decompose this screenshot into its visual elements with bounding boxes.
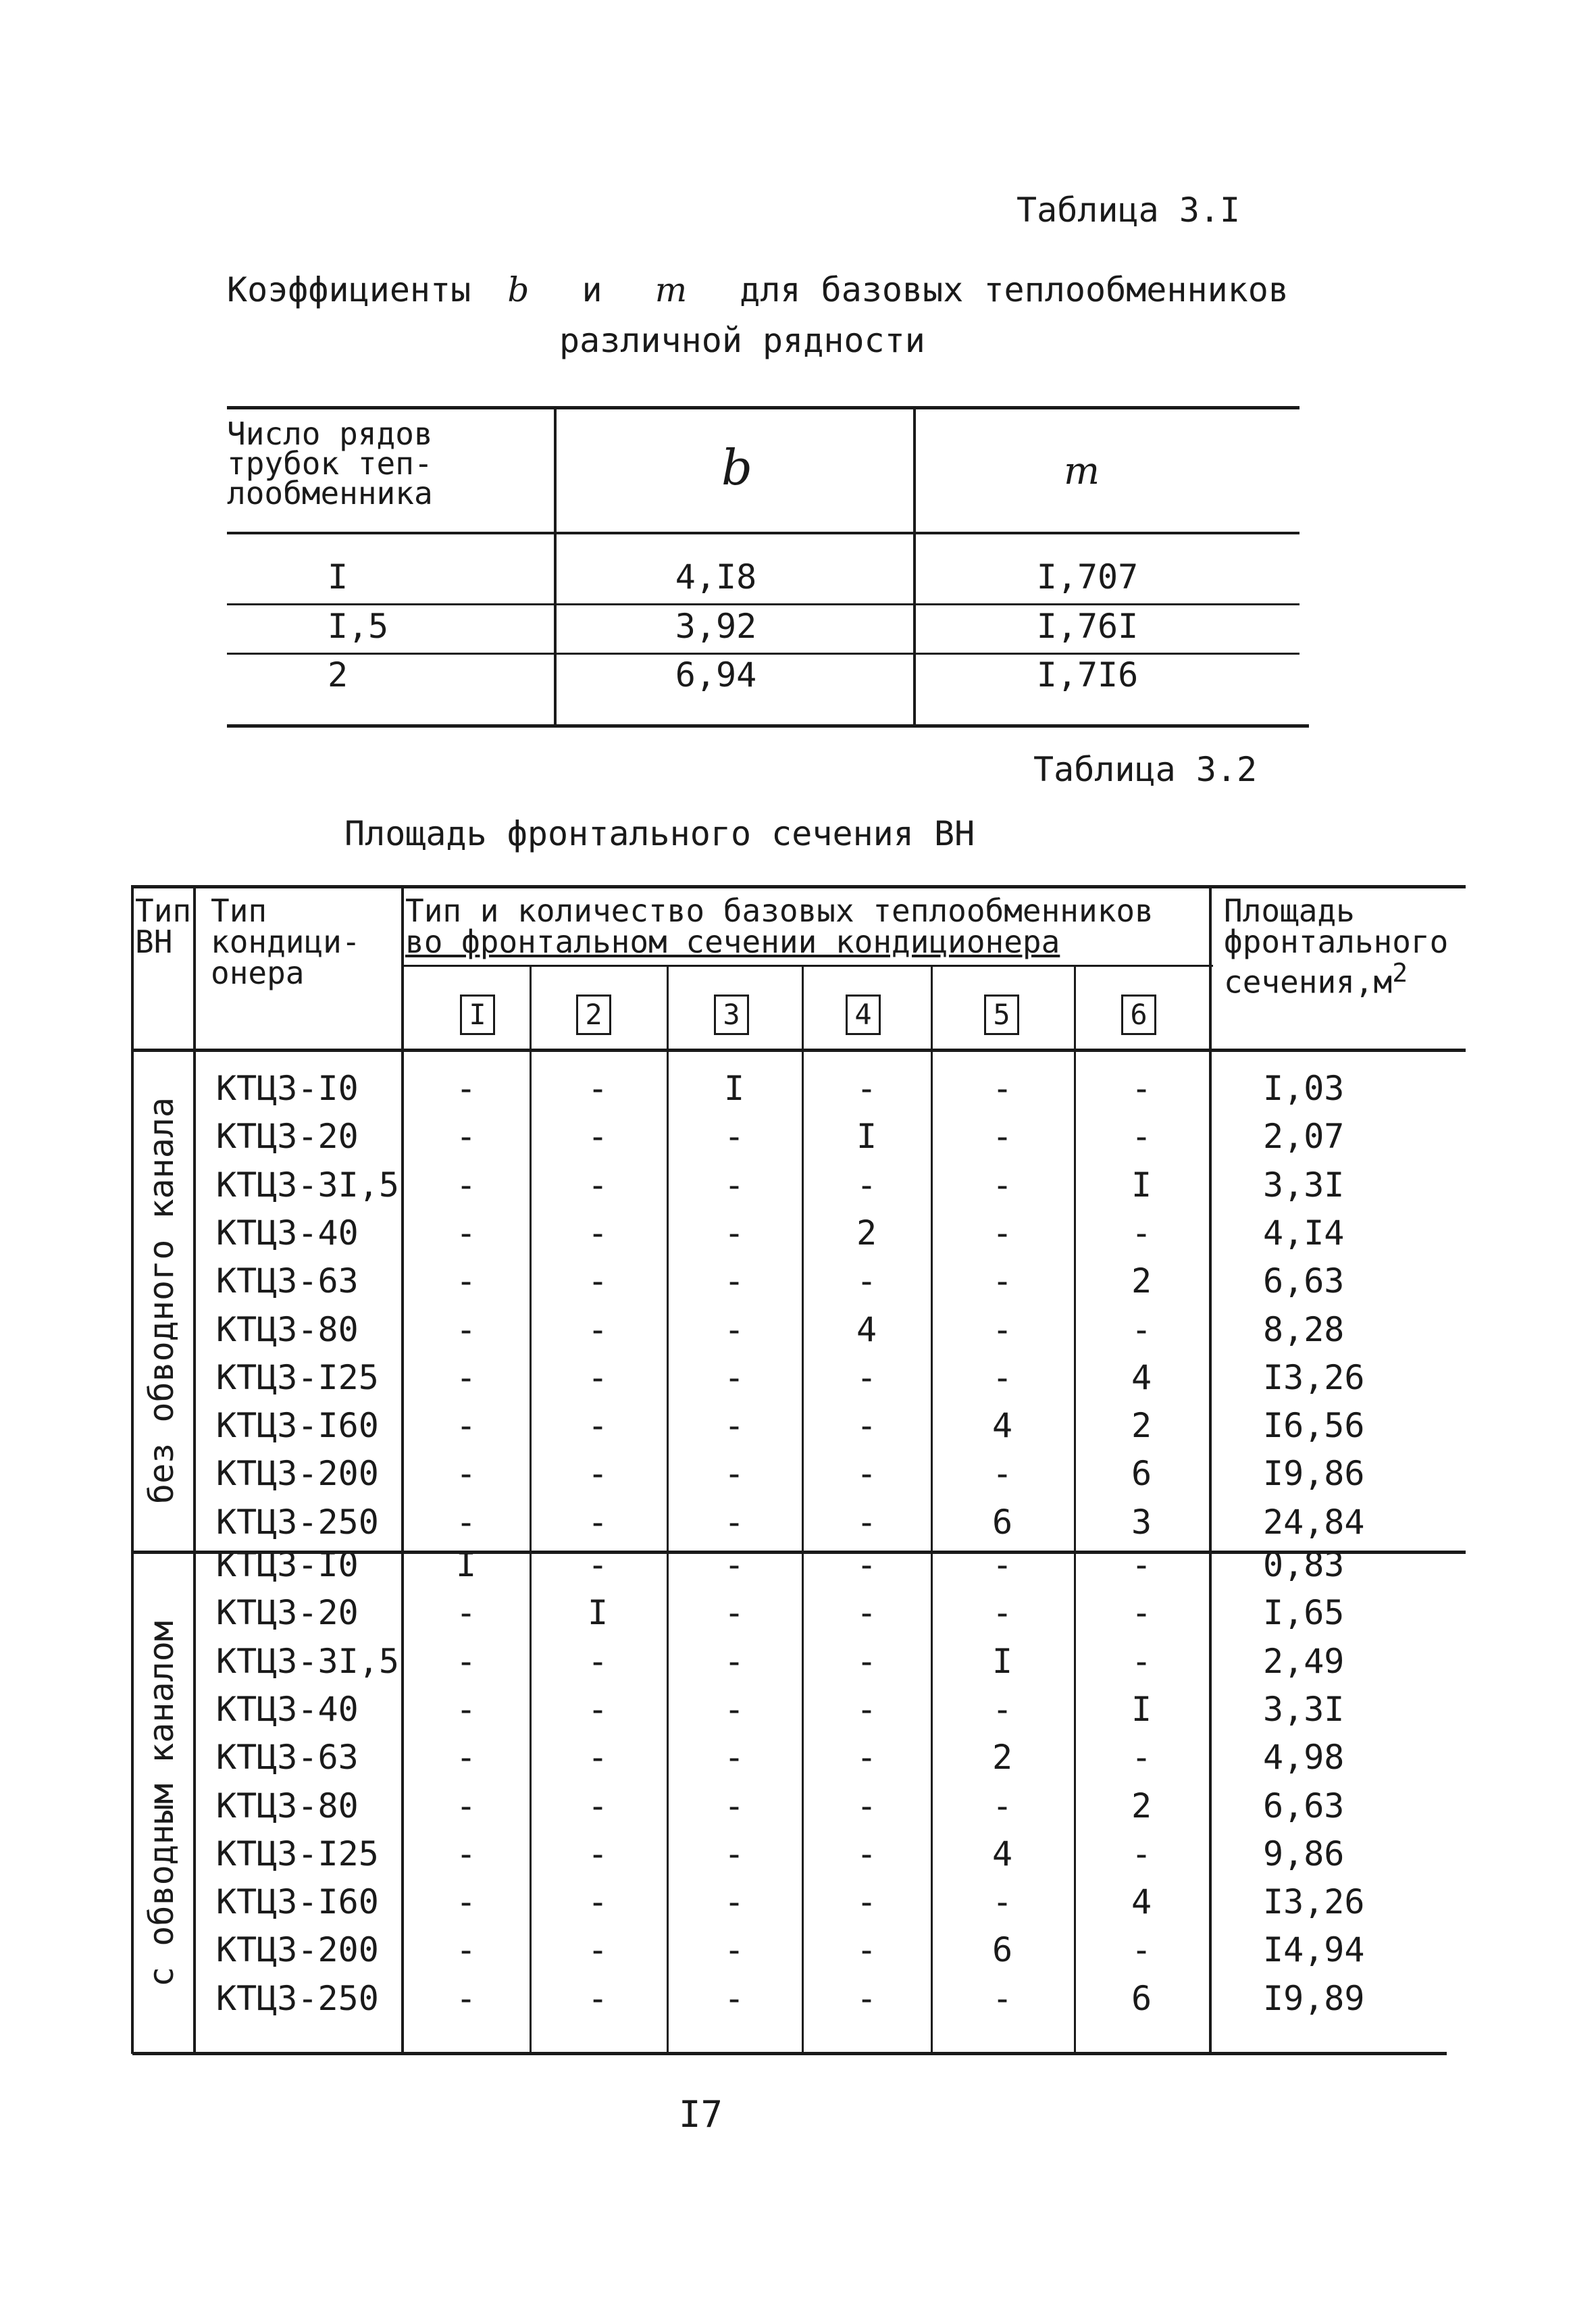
table2-row-name: КТЦЗ-I0: [216, 1545, 359, 1584]
table2-header-area: Площадь фронтального $сечения,м^2$: [1224, 892, 1449, 1001]
table2-header-type-cond: Тип кондици- онера: [211, 892, 361, 991]
table2-area-cell: 4,I4: [1263, 1213, 1345, 1253]
table2-count-cell: -: [723, 1834, 745, 1873]
table2-count-cell: -: [856, 1593, 877, 1632]
table1-cell: 2: [327, 655, 349, 695]
table2-count-cell: 2: [992, 1738, 1013, 1777]
table2-caption: Площадь фронтального сечения ВН: [344, 814, 975, 853]
table2-count-cell: -: [587, 1979, 609, 2018]
table2-area-cell: 2,49: [1263, 1642, 1345, 1681]
table2-row-name: КТЦЗ-3I,5: [216, 1642, 399, 1681]
exchanger-type-box: 2: [576, 995, 611, 1035]
table2-count-cell: 4: [856, 1310, 877, 1349]
table2-count-cell: 2: [1131, 1786, 1152, 1826]
table2-area-cell: 3,3I: [1263, 1165, 1345, 1205]
table2-header-group: Тип и количество базовых теплообменников во фронтальном сечении кондиционера: [405, 892, 1154, 960]
table2-count-cell: I: [455, 1545, 477, 1584]
table2-count-cell: -: [587, 1069, 609, 1108]
table2-count-cell: -: [455, 1406, 477, 1445]
table2-count-cell: -: [587, 1310, 609, 1349]
table2-count-cell: -: [992, 1979, 1013, 2018]
table2-row-name: КТЦЗ-I25: [216, 1834, 379, 1873]
table2-count-cell: -: [455, 1834, 477, 1873]
table2-count-cell: -: [587, 1738, 609, 1777]
table2-header-type-vn: Тип ВН: [135, 892, 192, 960]
table2-count-cell: -: [723, 1213, 745, 1253]
table2-count-cell: 4: [992, 1406, 1013, 1445]
table2-area-cell: 8,28: [1263, 1310, 1345, 1349]
table2-count-cell: -: [856, 1503, 877, 1542]
table2-count-cell: -: [455, 1454, 477, 1493]
table2-count-cell: -: [1131, 1545, 1152, 1584]
table2-count-cell: 4: [1131, 1882, 1152, 1921]
table2-count-cell: -: [992, 1358, 1013, 1397]
table2-count-cell: -: [1131, 1117, 1152, 1156]
table2-row-name: КТЦЗ-63: [216, 1738, 359, 1777]
table2-count-cell: -: [587, 1117, 609, 1156]
table2-count-cell: -: [587, 1454, 609, 1493]
table1-title: Таблица 3.I: [1016, 191, 1241, 230]
table2-count-cell: 6: [1131, 1454, 1152, 1493]
table2-area-cell: 6,63: [1263, 1786, 1345, 1826]
table2-count-cell: -: [723, 1117, 745, 1156]
table2-count-cell: -: [856, 1545, 877, 1584]
table2-count-cell: -: [856, 1690, 877, 1729]
table2-count-cell: -: [455, 1979, 477, 2018]
table2-row-name: КТЦЗ-I60: [216, 1406, 379, 1445]
table1-header-rows: Число рядов трубок теп- лообменника: [227, 416, 433, 511]
table2-area-cell: I4,94: [1263, 1930, 1365, 1969]
table2-row-name: КТЦЗ-20: [216, 1117, 359, 1156]
table1-cell: 6,94: [675, 655, 757, 695]
table2-count-cell: 2: [1131, 1261, 1152, 1301]
table2-count-cell: -: [455, 1213, 477, 1253]
table2-count-cell: -: [587, 1545, 609, 1584]
table2-count-cell: -: [856, 1834, 877, 1873]
table2-count-cell: -: [723, 1786, 745, 1826]
table1-cell: I,707: [1036, 557, 1139, 597]
table2-area-cell: 24,84: [1263, 1503, 1365, 1542]
table2-count-cell: -: [856, 1069, 877, 1108]
table2-count-cell: I: [856, 1117, 877, 1156]
table2-count-cell: -: [1131, 1930, 1152, 1969]
table2-row-name: КТЦЗ-40: [216, 1213, 359, 1253]
table2-count-cell: -: [723, 1545, 745, 1584]
exchanger-type-box: 6: [1121, 995, 1156, 1035]
group2-label: с обводным каналом: [142, 1621, 181, 1987]
table1-cell: I,5: [327, 607, 389, 646]
table2-count-cell: -: [723, 1979, 745, 2018]
table1-header-m: m: [1064, 449, 1100, 493]
table2-count-cell: -: [992, 1690, 1013, 1729]
table2-count-cell: -: [856, 1786, 877, 1826]
table2-count-cell: -: [455, 1310, 477, 1349]
table2-count-cell: -: [587, 1642, 609, 1681]
table2-count-cell: -: [455, 1117, 477, 1156]
table2-count-cell: -: [455, 1786, 477, 1826]
table2-count-cell: -: [992, 1786, 1013, 1826]
table2-count-cell: -: [1131, 1642, 1152, 1681]
table2-count-cell: 4: [1131, 1358, 1152, 1397]
table2-count-cell: -: [723, 1593, 745, 1632]
table2-count-cell: -: [1131, 1213, 1152, 1253]
table2-count-cell: -: [587, 1882, 609, 1921]
table2-count-cell: -: [455, 1930, 477, 1969]
table2-count-cell: -: [992, 1213, 1013, 1253]
table2-area-cell: 3,3I: [1263, 1690, 1345, 1729]
table2-row-name: КТЦЗ-3I,5: [216, 1165, 399, 1205]
table2-row-name: КТЦЗ-80: [216, 1786, 359, 1826]
table2-count-cell: -: [455, 1642, 477, 1681]
table2-count-cell: -: [455, 1882, 477, 1921]
table2-count-cell: 2: [856, 1213, 877, 1253]
table2-count-cell: -: [992, 1165, 1013, 1205]
table1-cell: 3,92: [675, 607, 757, 646]
table2-count-cell: -: [455, 1738, 477, 1777]
table2-count-cell: -: [455, 1503, 477, 1542]
table2-row-name: КТЦЗ-I25: [216, 1358, 379, 1397]
table2-area-cell: I9,86: [1263, 1454, 1365, 1493]
table2-row-name: КТЦЗ-I0: [216, 1069, 359, 1108]
table2-area-cell: 6,63: [1263, 1261, 1345, 1301]
table2-count-cell: I: [587, 1593, 609, 1632]
table2-count-cell: I: [723, 1069, 745, 1108]
table2-count-cell: -: [1131, 1310, 1152, 1349]
table2-count-cell: -: [856, 1882, 877, 1921]
table2-count-cell: -: [587, 1834, 609, 1873]
table2-area-cell: I,03: [1263, 1069, 1345, 1108]
table2-count-cell: -: [856, 1165, 877, 1205]
table1-cell: I: [327, 557, 349, 597]
table2-count-cell: I: [1131, 1690, 1152, 1729]
table2-count-cell: -: [856, 1979, 877, 2018]
table2-count-cell: -: [723, 1165, 745, 1205]
table2-count-cell: -: [723, 1358, 745, 1397]
table2-row-name: КТЦЗ-80: [216, 1310, 359, 1349]
table2-count-cell: 6: [992, 1930, 1013, 1969]
table1-caption: Коэффициенты b и m для базовых теплообменников: [227, 270, 1289, 309]
table2-count-cell: -: [455, 1261, 477, 1301]
table2-count-cell: -: [856, 1454, 877, 1493]
table2-count-cell: -: [455, 1069, 477, 1108]
table1-cell: I,7I6: [1036, 655, 1139, 695]
table2-count-cell: -: [723, 1738, 745, 1777]
table2-row-name: КТЦЗ-200: [216, 1454, 379, 1493]
table2-count-cell: 2: [1131, 1406, 1152, 1445]
table2-row-name: КТЦЗ-250: [216, 1503, 379, 1542]
table2-row-name: КТЦЗ-40: [216, 1690, 359, 1729]
table2-count-cell: -: [455, 1165, 477, 1205]
table2-count-cell: -: [992, 1261, 1013, 1301]
table2-count-cell: -: [1131, 1834, 1152, 1873]
table2-count-cell: -: [1131, 1069, 1152, 1108]
table2-count-cell: -: [723, 1930, 745, 1969]
table2-count-cell: -: [856, 1261, 877, 1301]
table2-count-cell: -: [455, 1593, 477, 1632]
table2-count-cell: -: [856, 1642, 877, 1681]
table2-area-cell: I6,56: [1263, 1406, 1365, 1445]
table2-area-cell: I,65: [1263, 1593, 1345, 1632]
table2-count-cell: -: [587, 1358, 609, 1397]
table2-count-cell: 6: [992, 1503, 1013, 1542]
table2-row-name: КТЦЗ-I60: [216, 1882, 379, 1921]
table2-count-cell: -: [723, 1454, 745, 1493]
table2-count-cell: -: [723, 1642, 745, 1681]
table2-count-cell: -: [992, 1117, 1013, 1156]
table2-count-cell: I: [1131, 1165, 1152, 1205]
page-number: I7: [679, 2093, 723, 2136]
table2-row-name: КТЦЗ-20: [216, 1593, 359, 1632]
table2-count-cell: -: [587, 1786, 609, 1826]
table2-count-cell: -: [992, 1593, 1013, 1632]
table2-count-cell: -: [856, 1738, 877, 1777]
table1-cell: 4,I8: [675, 557, 757, 597]
table2-count-cell: -: [587, 1261, 609, 1301]
table2-count-cell: -: [992, 1882, 1013, 1921]
exchanger-type-box: 5: [984, 995, 1019, 1035]
table2-count-cell: -: [723, 1690, 745, 1729]
table2-area-cell: 2,07: [1263, 1117, 1345, 1156]
table2-count-cell: -: [992, 1454, 1013, 1493]
table2-count-cell: -: [723, 1261, 745, 1301]
table2-count-cell: -: [856, 1406, 877, 1445]
table2-area-cell: I3,26: [1263, 1882, 1365, 1921]
exchanger-type-box: 4: [846, 995, 881, 1035]
table2-count-cell: -: [455, 1358, 477, 1397]
table2-count-cell: I: [992, 1642, 1013, 1681]
table2-count-cell: -: [1131, 1593, 1152, 1632]
table1-caption-line2: различной рядности: [559, 321, 925, 360]
table2-row-name: КТЦЗ-63: [216, 1261, 359, 1301]
table2-count-cell: 6: [1131, 1979, 1152, 2018]
table2-count-cell: -: [587, 1213, 609, 1253]
table2-count-cell: -: [992, 1310, 1013, 1349]
table2-count-cell: -: [723, 1882, 745, 1921]
table2-count-cell: -: [587, 1165, 609, 1205]
exchanger-type-box: I: [460, 995, 495, 1035]
table2-count-cell: -: [587, 1930, 609, 1969]
table2-area-cell: I3,26: [1263, 1358, 1365, 1397]
table2-count-cell: -: [723, 1503, 745, 1542]
table2-count-cell: 4: [992, 1834, 1013, 1873]
table2-title: Таблица 3.2: [1033, 750, 1258, 789]
table2-area-cell: 9,86: [1263, 1834, 1345, 1873]
exchanger-type-box: 3: [714, 995, 749, 1035]
table2-area-cell: I9,89: [1263, 1979, 1365, 2018]
table2-count-cell: -: [587, 1690, 609, 1729]
table2-area-cell: 0,83: [1263, 1545, 1345, 1584]
table2-count-cell: -: [587, 1406, 609, 1445]
table2-count-cell: -: [1131, 1738, 1152, 1777]
table2-count-cell: -: [856, 1358, 877, 1397]
table2-count-cell: 3: [1131, 1503, 1152, 1542]
table2-count-cell: -: [723, 1406, 745, 1445]
table2-count-cell: -: [992, 1069, 1013, 1108]
table2-area-cell: 4,98: [1263, 1738, 1345, 1777]
table1-header-b: b: [721, 439, 753, 496]
table2-count-cell: -: [723, 1310, 745, 1349]
table1-cell: I,76I: [1036, 607, 1139, 646]
table2-count-cell: -: [587, 1503, 609, 1542]
table2-count-cell: -: [856, 1930, 877, 1969]
table2-count-cell: -: [455, 1690, 477, 1729]
table2-count-cell: -: [992, 1545, 1013, 1584]
table2-row-name: КТЦЗ-200: [216, 1930, 379, 1969]
group1-label: без обводного канала: [142, 1097, 181, 1505]
table2-row-name: КТЦЗ-250: [216, 1979, 379, 2018]
